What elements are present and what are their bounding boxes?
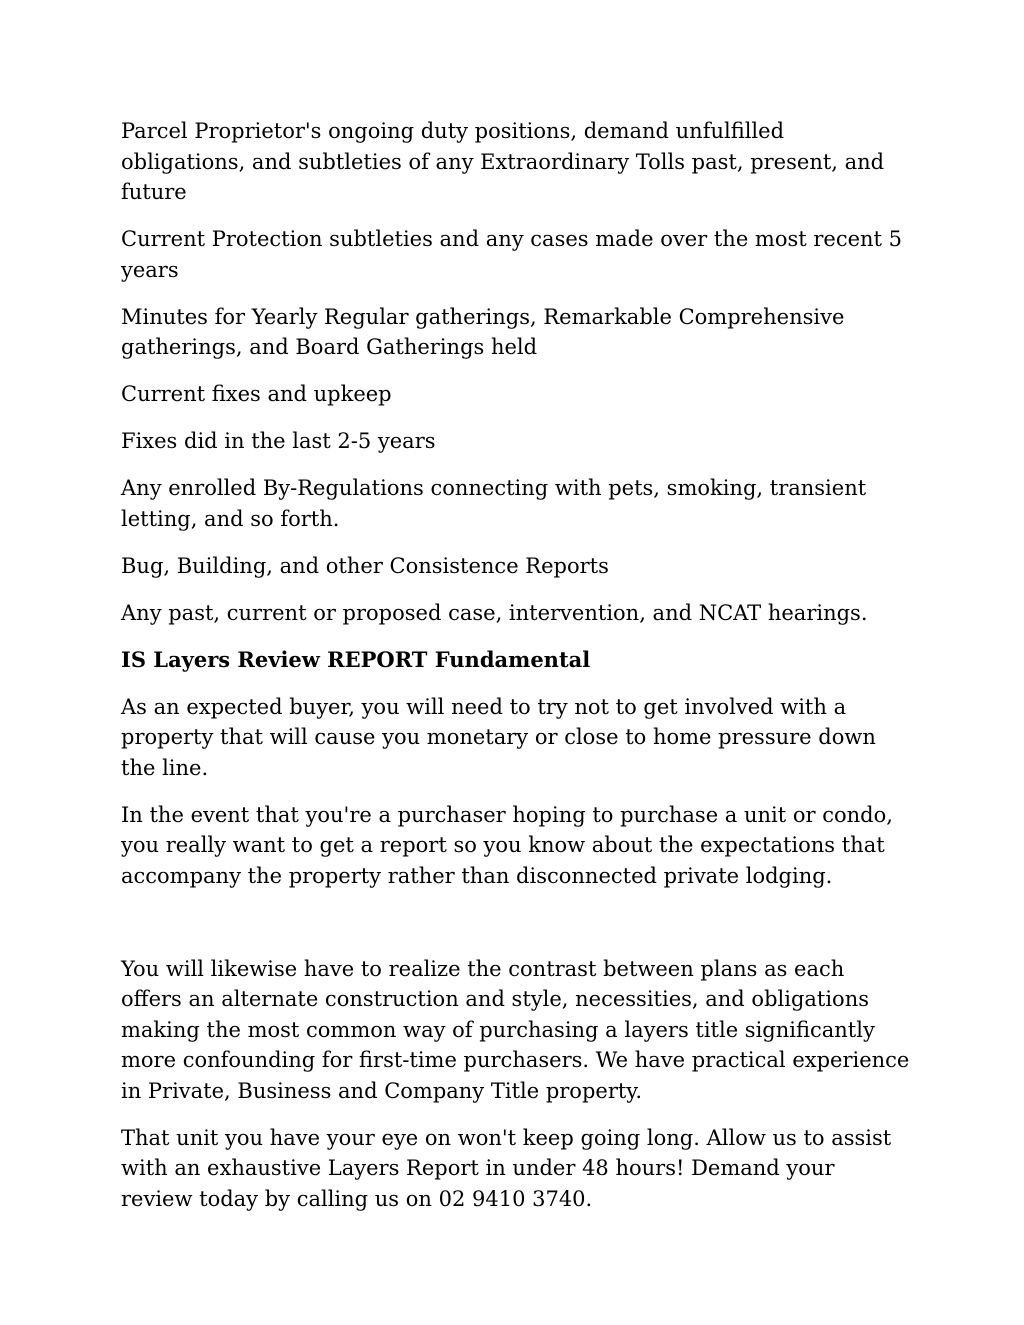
paragraph-buyer-advice: As an expected buyer, you will need to try not to get involved with a property that will cause you monetary or close to home pressure down the line. (121, 694, 876, 780)
paragraph-by-laws: Any enrolled By-Regulations connecting with pets, smoking, transient letting, and so forth. (121, 476, 867, 531)
paragraph-title-types: You will likewise have to realize the contrast between plans as each offers an alternate construction and style, necessities, and obligations making the most common way of purchasing a layers title significantly more confounding for first-time purchasers. We have practical experience in Private, Business and Company Title property. (121, 956, 910, 1103)
paragraph-past-fixes: Fixes did in the last 2-5 years (121, 429, 436, 453)
blank-gap (121, 908, 911, 954)
paragraph-meeting-minutes: Minutes for Yearly Regular gatherings, Remarkable Comprehensive gatherings, and Board Gatherings held (121, 304, 845, 359)
paragraph-protection-details: Current Protection subtleties and any cases made over the most recent 5 years (121, 227, 903, 282)
paragraph-reports: Bug, Building, and other Consistence Reports (121, 553, 609, 578)
document-page (121, 116, 911, 1231)
paragraph-purchaser-report: In the event that you're a purchaser hoping to purchase a unit or condo, you really want to get a report so you know about the expectations that accompany the property rather than disconnected private lodging. (121, 802, 893, 888)
paragraph-current-fixes: Current fixes and upkeep (121, 382, 392, 406)
paragraph-proprietor-duties: Parcel Proprietor's ongoing duty positions, demand unfulfilled obligations, and subtleties of any Extraordinary Tolls past, present, and future (121, 119, 885, 204)
paragraph-hearings: Any past, current or proposed case, intervention, and NCAT hearings. (121, 600, 868, 625)
section-heading: IS Layers Review REPORT Fundamental (121, 646, 591, 672)
paragraph-call-to-action: That unit you have your eye on won't keep going long. Allow us to assist with an exhaustive Layers Report in under 48 hours! Demand your review today by calling us on 02 9410 3740. (121, 1125, 892, 1211)
